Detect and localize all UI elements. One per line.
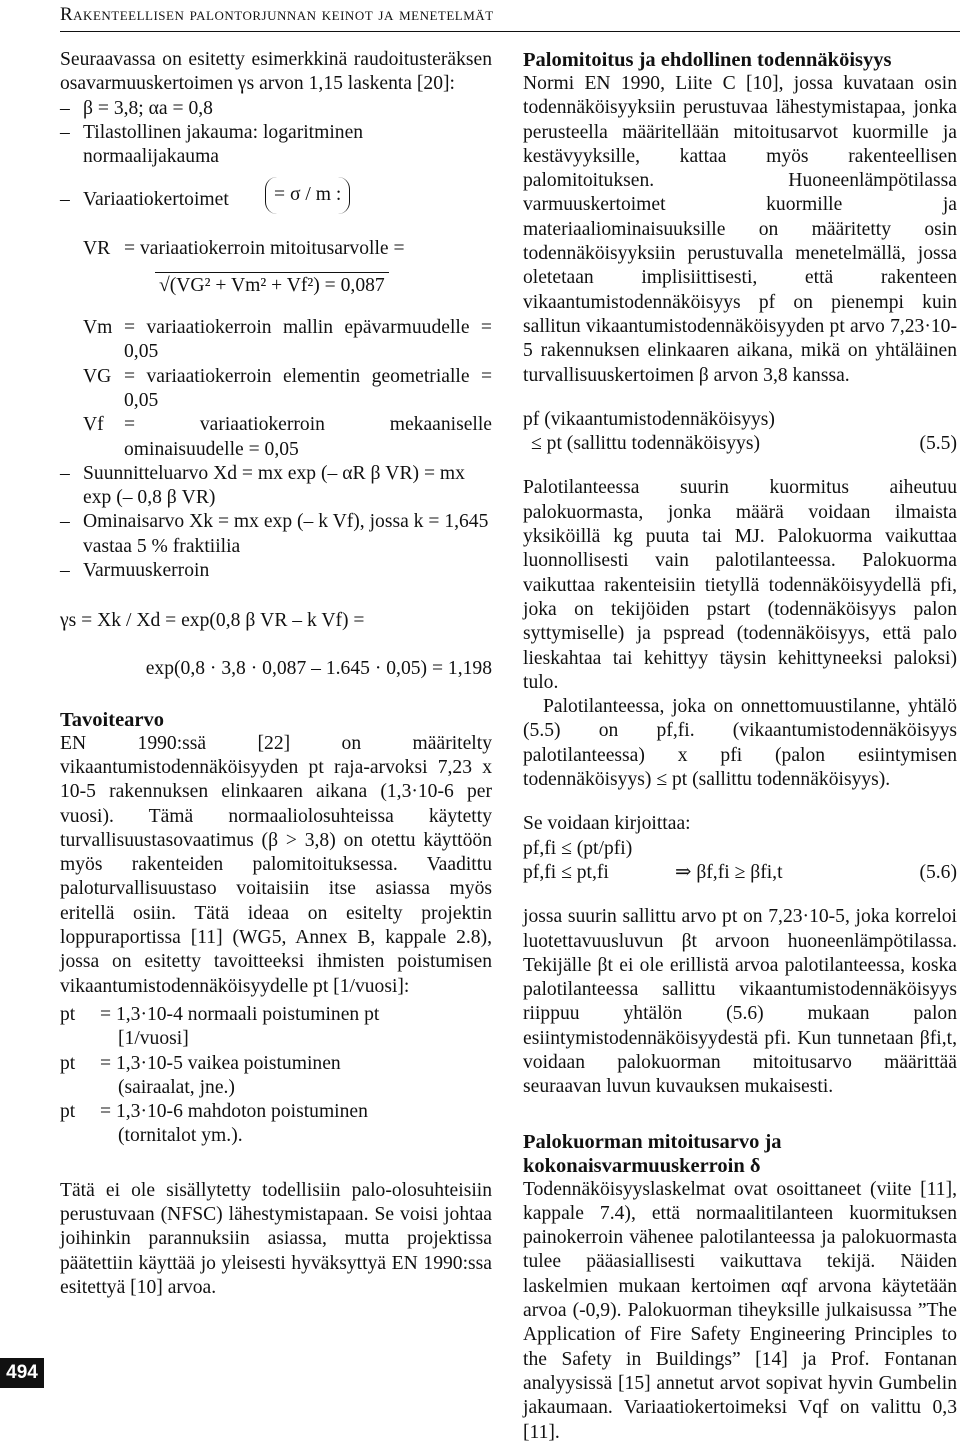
definition-text: = variaatiokerroin mekaaniselle ominaisuudelle = 0,05: [124, 414, 492, 460]
dash-marker: –: [60, 121, 70, 143]
paragraph-accident-situation: Palotilanteessa, joka on onnettomuustilanne, yhtälö (5.5) on pf,fi. (vikaantumistodennäköisyys palotilanteessa) x pfi (palon esiintymisen todennäköisyys) ≤ pt (sallittu todennäköisyys).: [523, 696, 957, 791]
dash-marker: –: [60, 189, 70, 211]
se-voidaan-text: Se voidaan kirjoittaa:: [523, 813, 691, 835]
section-heading-fire-load-design: Palokuorman mitoitusarvo ja kokonaisvarmuuskerroin δ: [523, 1130, 782, 1177]
equation-5-6-number: (5.6): [919, 861, 957, 883]
dash-marker: –: [60, 97, 70, 119]
definition-vr: [60, 237, 492, 261]
bullet-text: β = 3,8; αa = 0,8: [83, 97, 213, 119]
definition-vf: [60, 413, 492, 462]
section-heading-fire-design: Palomitoitus ja ehdollinen todennäköisyys: [523, 49, 892, 71]
bullet-text: Ominaisarvo Xk = mx exp (– k Vf), jossa k = 1,645 vastaa 5 % fraktiilia: [83, 511, 489, 557]
bullet-text: Suunnitteluarvo Xd = mx exp (– αR β VR) = mx exp (– 0,8 β VR): [83, 462, 465, 509]
equation-5-6-left: pf,fi ≤ pt,fi: [523, 861, 609, 883]
bullet-characteristic-value: [60, 510, 492, 559]
pt-value: = 1,3·10-4 normaali poistuminen pt: [100, 1003, 380, 1025]
definition-symbol: Vf: [83, 414, 104, 436]
equation-5-6-middle: ⇒ βf,fi ≥ βfi,t: [675, 861, 783, 883]
equation-5-5-number: (5.5): [919, 433, 957, 455]
pt-value: = 1,3·10-5 vaikea poistuminen: [100, 1052, 341, 1074]
pt-symbol: pt: [60, 1052, 76, 1074]
definition-symbol: Vm: [83, 317, 113, 339]
left-column: [60, 48, 492, 1300]
pt-row: [60, 1003, 492, 1052]
definition-text: = variaatiokerroin mallin epävarmuudelle = 0,05: [124, 317, 492, 363]
pt-continuation: (tornitalot ym.).: [118, 1125, 243, 1147]
definition-symbol: VR: [83, 238, 111, 260]
pt-symbol: pt: [60, 1003, 76, 1025]
dash-marker: –: [60, 462, 70, 484]
running-header: [60, 4, 494, 26]
pt-value: = 1,3·10-6 mahdoton poistuminen: [100, 1101, 368, 1123]
pt-continuation: [1/vuosi]: [118, 1028, 189, 1050]
gamma-result-text: exp(0,8 · 3,8 · 0,087 – 1.645 · 0,05) = 1,198: [145, 658, 492, 680]
bullet-design-value: [60, 462, 492, 511]
pt-continuation: (sairaalat, jne.): [118, 1076, 235, 1098]
running-header-text: Rakenteellisen palontorjunnan keinot ja menetelmät: [60, 4, 494, 25]
definition-vm: [60, 316, 492, 365]
bullet-variation-coefficients: [60, 169, 492, 231]
page-number: 494: [0, 1358, 44, 1388]
equation-5-6-line-2: [523, 861, 957, 885]
equation-5-6-line-1: pf,fi ≤ (pt/pfi): [523, 837, 633, 859]
bullet-distribution: [60, 121, 492, 170]
bullet-text: Varmuuskerroin: [83, 560, 210, 582]
pt-row: [60, 1100, 492, 1149]
dash-marker: –: [60, 560, 70, 582]
pt-row: [60, 1052, 492, 1101]
equation-5-6: [523, 837, 957, 886]
tavoitearvo-heading: Tavoitearvo: [60, 708, 165, 731]
gamma-formula-text: γs = Xk / Xd = exp(0,8 β VR – k Vf) =: [60, 610, 365, 632]
bullet-text: Tilastollinen jakauma: logaritminen normaalijakauma: [83, 121, 364, 168]
closing-paragraph: Tätä ei ole sisällytetty todellisiin palo-olosuhteisiin perustuvaan (NFSC) lähestymistapaan. Se voisi johtaa joihinkin parannuksiin asiassa, mutta projektissa päätettiin käyttää jo yleisesti hyväksyttyä EN 1990:ssa esitettyä [10] arvoa.: [60, 1179, 492, 1298]
vr-formula: [60, 274, 492, 298]
paragraph-en1990: Normi EN 1990, Liite C [10], jossa kuvataan osin todennäköisyyksiin perustuvaa lähestymistapaa, jonka perusteella määritellään mitoitusarvot kuormille ja kestävyyksille, kattaa myös rakenteellisen palomitoituksen. Huoneenlämpötilassa varmuuskertoimet kuormille ja materiaaliominaisuuksille on määritetty osin todennäköisyyksiin perustuvalla menetelmällä, jossa oletetaan implisiittisesti, että rakenteen vikaantumistodennäköisyys pf on pienempi kuin sallitun vikaantumistodennäköisyyden pt arvo 7,23·10-5 rakennuksen elinkaaren aikana, mikä on yhtäläinen turvallisuuskertoimen β arvon 3,8 kanssa.: [523, 73, 957, 386]
definition-vg: [60, 365, 492, 414]
definition-text: = variaatiokerroin elementin geometrialle = 0,05: [124, 365, 492, 411]
variation-formula: = σ / m :: [265, 177, 350, 213]
gamma-formula-line-2: [60, 657, 492, 681]
definition-text: = variaatiokerroin mitoitusarvolle =: [124, 238, 405, 260]
paragraph-probability-calculations: Todennäköisyyslaskelmat ovat osoittaneet (viite [11], kappale 7.4), että normaalitilanteen kuormituksen painokerroin vähenee palotilanteessa ja palokuormasta tulee pääasiallisesti vaikuttava tekijä. Näiden laskelmien mukaan kertoimen αqf arvona käytetään arvoa (-0,9). Palokuorman tiheyksille julkaisussa ”The Application of Fire Safety Engineering Principles to the Safety in Buildings” [14] ja Prof. Fontanan analyysissä [15] annetut arvot sopivat hyvin Gumbelin jakaumaan. Variaatiokertoimeksi Vqf on valittu 0,3 [11].: [523, 1178, 957, 1443]
equation-5-5-text: ≤ pt (sallittu todennäköisyys): [531, 433, 760, 455]
paragraph-fire-load: Palotilanteessa suurin kuormitus aiheutuu palokuormasta, jonka määrä voidaan ilmaista yksiköillä kg puuta tai MJ. Palokuorma vaikuttaa luonnollisesti vain palotilanteessa. Palokuorma vaikuttaa rakenteisiin tietyllä todennäköisyydellä pfi, joka on tekijöiden pstart (todennäköisyys palon syttymiselle) ja pspread (todennäköisyys, että palo lieskahtaa tai kehittyy täysin kehittyneeksi paloksi) tulo.: [523, 477, 957, 693]
intro-paragraph: Seuraavassa on esitetty esimerkkinä raudoitusteräksen osavarmuuskertoimen γs arvon 1,15 laskenta [20]:: [60, 49, 492, 95]
bullet-beta-alpha: [60, 97, 492, 121]
bullet-safety-factor: [60, 559, 492, 583]
dash-marker: –: [60, 511, 70, 533]
paragraph-reliability: jossa suurin sallittu arvo pt on 7,23·10-5, joka korreloi luotettavuusluvun βt arvoon huoneenlämpötilassa. Tekijälle βt ei ole erillistä arvoa palotilanteessa, koska palotilanteessa sallittu vikaantumistodennäköisyys riippuu yhtälön (5.6) mukaan palon esiintymistodennäköisyydestä pfi. Kun tunnetaan βfi,t, voidaan palokuorman mitoitusarvo määrittää seuraavan luvun kuvauksen mukaisesti.: [523, 906, 957, 1098]
equation-5-5-line-2: [523, 432, 957, 456]
definition-symbol: VG: [83, 365, 112, 387]
gamma-formula-line-1: [60, 609, 492, 649]
right-column: [523, 48, 957, 1445]
pt-symbol: pt: [60, 1101, 76, 1123]
bullet-label: Variaatiokertoimet: [83, 189, 229, 211]
equation-5-5-line-1: pf (vikaantumistodennäköisyys): [523, 408, 775, 430]
vr-formula-text: √(VG² + Vm² + Vf²) = 0,087: [155, 272, 389, 298]
tavoitearvo-paragraph: EN 1990:ssä [22] on määritelty vikaantumistodennäköisyyden pt raja-arvoksi 7,23 x 10-5 rakennuksen elinkaaren aikana (1,3·10-6 per vuosi). Tämä normaaliolosuhteissa käytetty turvallisuustasovaatimus (β > 3,8) on otettu käyttöön myös rakenteiden palomitoituksessa. Vaadittu paloturvallisuustaso voitaisiin itse asiassa myös eritellä osiin. Tätä ideaa on esitelty projektin loppuraportissa [11] (WG5, Annex B, kappale 2.8), jossa on esitetty tavoitteeksi ihmisten poistumisen vikaantumistodennäköisyydelle pt [1/vuosi]:: [60, 732, 492, 997]
equation-5-5: [523, 408, 957, 457]
header-rule: [60, 31, 960, 32]
